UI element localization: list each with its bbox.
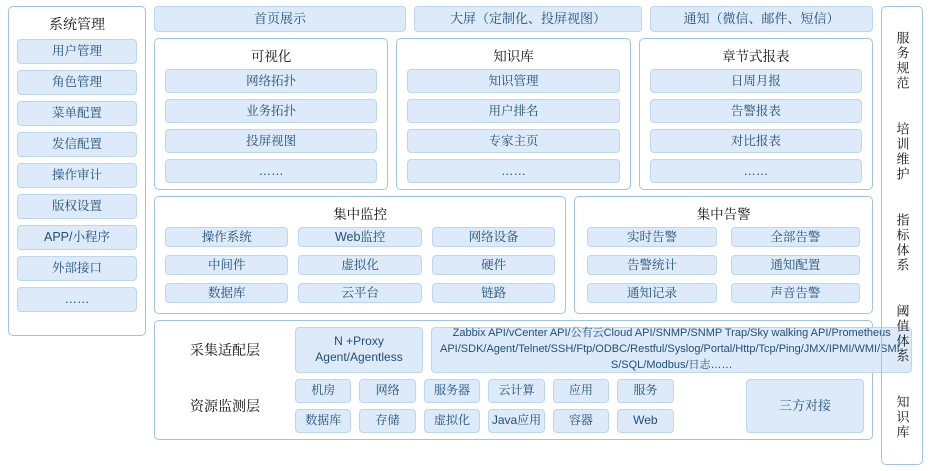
resource-virtualization[interactable]: 虚拟化 bbox=[424, 409, 480, 433]
sidebar-item-more[interactable]: …… bbox=[17, 287, 137, 312]
panel-central-alarm bbox=[574, 196, 873, 314]
central-alarm-title: 集中告警 bbox=[696, 207, 751, 222]
right-item-threshold-system: 阈值体系 bbox=[894, 304, 910, 365]
sidebar-item-copyright-settings[interactable]: 版权设置 bbox=[17, 194, 137, 219]
resource-layer-label: 资源监测层 bbox=[190, 398, 260, 414]
central-monitoring-title: 集中监控 bbox=[333, 207, 388, 222]
resource-computer-room[interactable]: 机房 bbox=[295, 379, 351, 403]
item-alarm-report[interactable]: 告警报表 bbox=[650, 99, 862, 123]
system-management-title: 系统管理 bbox=[49, 16, 105, 32]
item-middleware[interactable]: 中间件 bbox=[165, 255, 288, 275]
resource-service[interactable]: 服务 bbox=[617, 379, 673, 403]
tab-home-display[interactable]: 首页展示 bbox=[154, 6, 406, 32]
resource-grid-spacer bbox=[682, 379, 738, 403]
group-visualization-title: 可视化 bbox=[250, 49, 292, 64]
central-alarm-items bbox=[575, 227, 872, 313]
right-item-training-maintenance: 培训维护 bbox=[894, 121, 910, 182]
item-notification-config[interactable]: 通知配置 bbox=[731, 255, 860, 275]
system-management-items bbox=[17, 39, 137, 327]
sidebar-item-menu-config[interactable]: 菜单配置 bbox=[17, 101, 137, 126]
top-tabs bbox=[154, 6, 873, 32]
resource-java-application[interactable]: Java应用 bbox=[488, 409, 544, 433]
resource-container[interactable]: 容器 bbox=[553, 409, 609, 433]
item-cloud-platform[interactable]: 云平台 bbox=[298, 283, 421, 303]
item-daily-weekly-monthly-report[interactable]: 日周月报 bbox=[650, 69, 862, 93]
resource-server[interactable]: 服务器 bbox=[424, 379, 480, 403]
item-knowledge-management[interactable]: 知识管理 bbox=[407, 69, 619, 93]
item-realtime-alarm[interactable]: 实时告警 bbox=[587, 227, 716, 247]
resource-database[interactable]: 数据库 bbox=[295, 409, 351, 433]
right-item-metric-system: 指标体系 bbox=[894, 212, 910, 273]
group-knowledge-base-items bbox=[407, 69, 619, 183]
item-notification-record[interactable]: 通知记录 bbox=[587, 283, 716, 303]
adapter-proxy-agent[interactable]: N +Proxy Agent/Agentless bbox=[295, 327, 423, 373]
upper-groups-row bbox=[154, 38, 873, 190]
item-business-topology[interactable]: 业务拓扑 bbox=[165, 99, 377, 123]
third-party-integration[interactable]: 三方对接 bbox=[746, 379, 864, 433]
group-visualization-items bbox=[165, 69, 377, 183]
resource-grid-spacer-2 bbox=[682, 409, 738, 433]
right-item-knowledge-base: 知识库 bbox=[894, 395, 910, 441]
item-operating-system[interactable]: 操作系统 bbox=[165, 227, 288, 247]
resource-cloud-computing[interactable]: 云计算 bbox=[488, 379, 544, 403]
item-comparison-report[interactable]: 对比报表 bbox=[650, 129, 862, 153]
group-chapter-report-items bbox=[650, 69, 862, 183]
item-network-topology[interactable]: 网络拓扑 bbox=[165, 69, 377, 93]
panel-central-monitoring bbox=[154, 196, 566, 314]
left-column bbox=[8, 6, 146, 465]
right-item-service-standard: 服务规范 bbox=[894, 30, 910, 91]
central-monitoring-items bbox=[155, 227, 565, 313]
sidebar-item-external-interface[interactable]: 外部接口 bbox=[17, 256, 137, 281]
item-screen-view[interactable]: 投屏视图 bbox=[165, 129, 377, 153]
item-network-device[interactable]: 网络设备 bbox=[432, 227, 555, 247]
item-user-ranking[interactable]: 用户排名 bbox=[407, 99, 619, 123]
group-chapter-report bbox=[639, 38, 873, 190]
item-sound-alarm[interactable]: 声音告警 bbox=[731, 283, 860, 303]
adapter-layer-label: 采集适配层 bbox=[190, 342, 260, 358]
resource-network[interactable]: 网络 bbox=[359, 379, 415, 403]
item-knowledge-more[interactable]: …… bbox=[407, 159, 619, 183]
item-web-monitoring[interactable]: Web监控 bbox=[298, 227, 421, 247]
item-all-alarm[interactable]: 全部告警 bbox=[731, 227, 860, 247]
adapter-api-list: Zabbix API/vCenter API/公有云Cloud API/SNMP/SNMP Trap/Sky walking API/Prometheus API/SDK/Agent/Telnet/SSH/Ftp/ODBC/Restful/Syslog/Portal/Http/Tcp/Ping/JMX/IPMI/WMI/SMI-S/SQL/Modbus/日志…… bbox=[431, 327, 912, 373]
resource-wrap bbox=[295, 379, 864, 433]
monitor-alarm-row bbox=[154, 196, 873, 314]
tab-big-screen[interactable]: 大屏（定制化、投屏视图） bbox=[414, 6, 642, 32]
sidebar-item-operation-audit[interactable]: 操作审计 bbox=[17, 163, 137, 188]
sidebar-item-user-management[interactable]: 用户管理 bbox=[17, 39, 137, 64]
tab-notification[interactable]: 通知（微信、邮件、短信） bbox=[650, 6, 873, 32]
system-management-panel bbox=[8, 6, 146, 336]
group-knowledge-base-title: 知识库 bbox=[493, 49, 534, 64]
group-knowledge-base bbox=[396, 38, 630, 190]
resource-grid bbox=[295, 379, 738, 433]
item-report-more[interactable]: …… bbox=[650, 159, 862, 183]
sidebar-item-role-management[interactable]: 角色管理 bbox=[17, 70, 137, 95]
resource-row bbox=[163, 379, 864, 433]
right-column bbox=[881, 6, 923, 465]
item-virtualization[interactable]: 虚拟化 bbox=[298, 255, 421, 275]
item-hardware[interactable]: 硬件 bbox=[432, 255, 555, 275]
item-expert-homepage[interactable]: 专家主页 bbox=[407, 129, 619, 153]
item-link[interactable]: 链路 bbox=[432, 283, 555, 303]
resource-web[interactable]: Web bbox=[617, 409, 673, 433]
sidebar-item-app-miniprogram[interactable]: APP/小程序 bbox=[17, 225, 137, 250]
group-chapter-report-title: 章节式报表 bbox=[722, 49, 790, 64]
group-visualization bbox=[154, 38, 388, 190]
item-alarm-statistics[interactable]: 告警统计 bbox=[587, 255, 716, 275]
resource-application[interactable]: 应用 bbox=[553, 379, 609, 403]
item-visualization-more[interactable]: …… bbox=[165, 159, 377, 183]
sidebar-item-mail-config[interactable]: 发信配置 bbox=[17, 132, 137, 157]
resource-storage[interactable]: 存储 bbox=[359, 409, 415, 433]
item-database[interactable]: 数据库 bbox=[165, 283, 288, 303]
adapter-row bbox=[163, 327, 904, 373]
